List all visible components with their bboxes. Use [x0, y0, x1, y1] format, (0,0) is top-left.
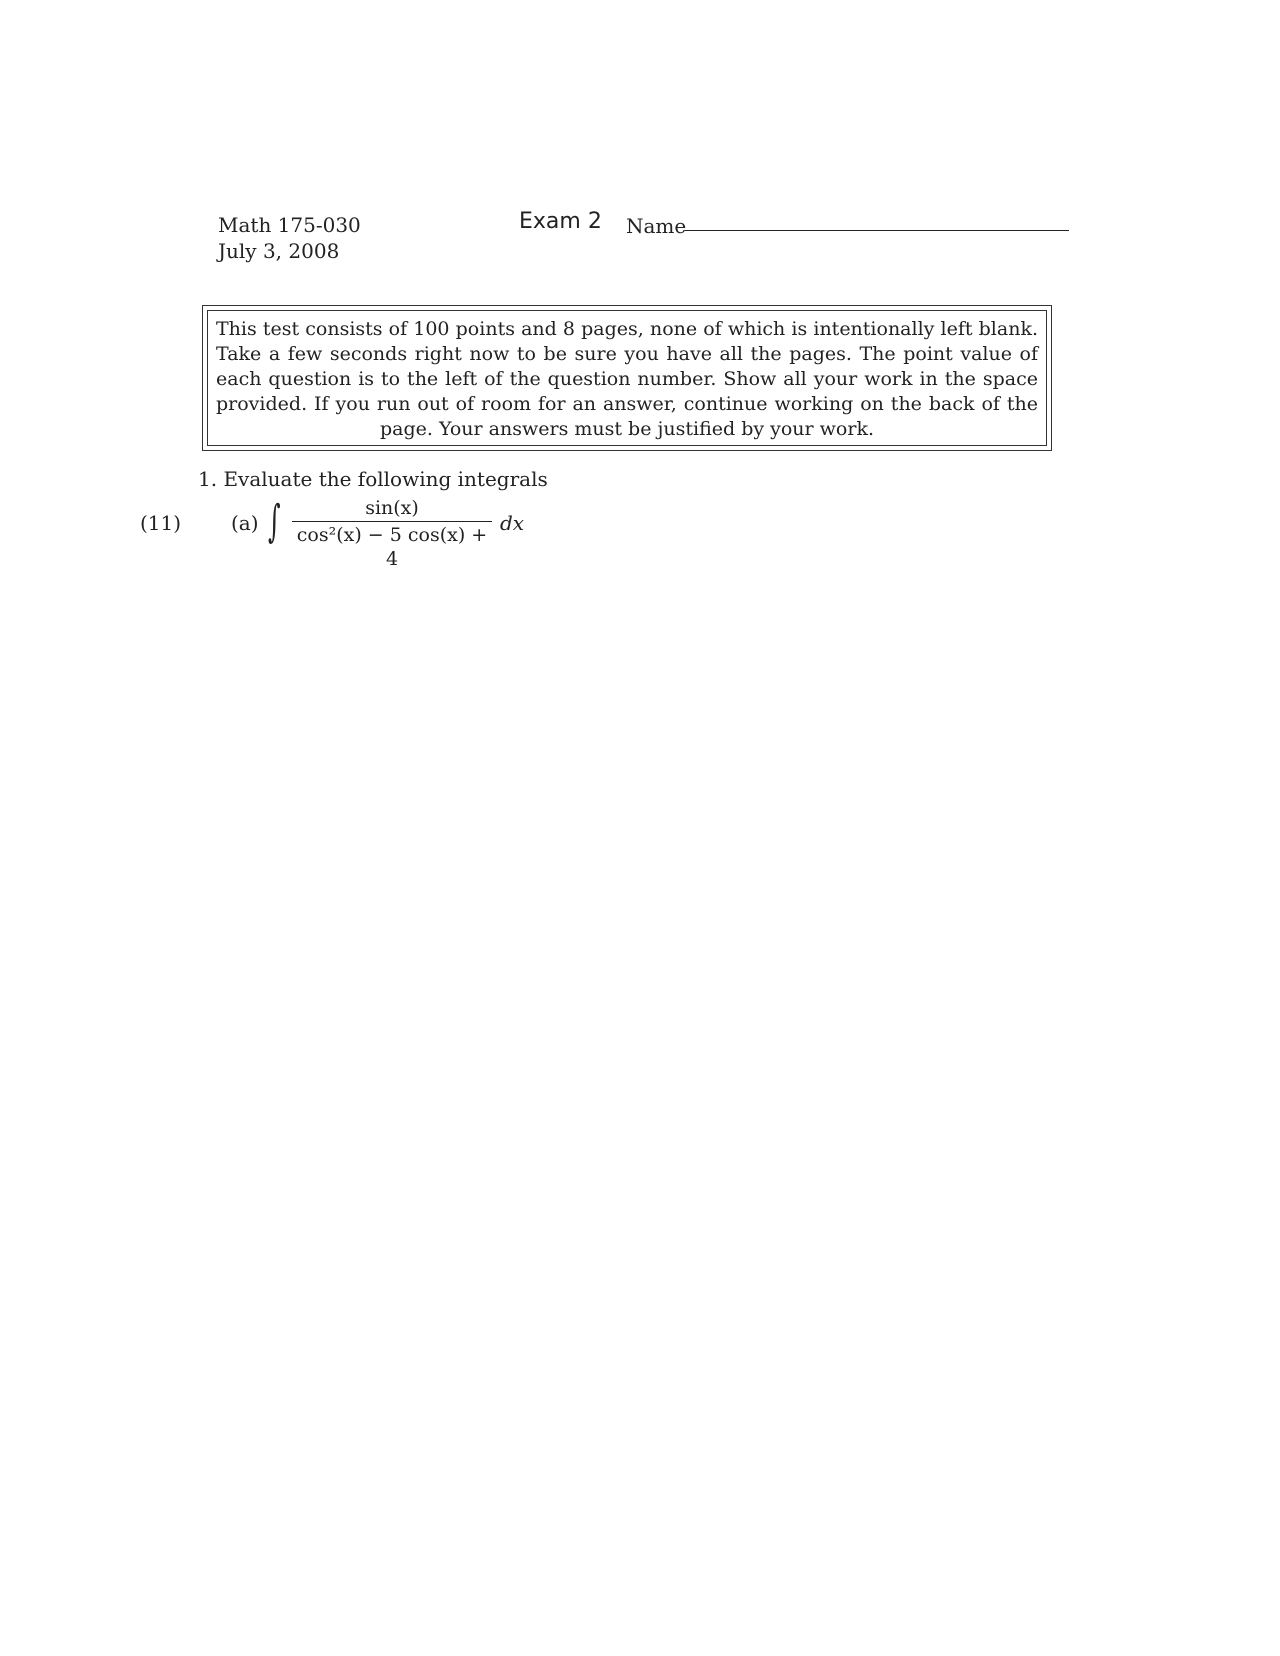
fraction-bar — [292, 521, 492, 522]
integral-sign: ∫ — [268, 496, 281, 547]
instructions-text: This test consists of 100 points and 8 pages, none of which is intentionally left blank. Take a few seconds right now to be sure you have all the pages. The point value of each question is to the left of the question number. Show all your work in the space provided. If you run out of room for an answer, continue working on the back of the page. Your answers must be justified by your work. — [207, 310, 1047, 446]
exam-date: July 3, 2008 — [218, 239, 340, 263]
course-code: Math 175-030 — [218, 213, 361, 237]
integral-differential: dx — [500, 511, 525, 535]
question-1a-label: (a) — [231, 511, 259, 535]
name-label: Name — [626, 214, 687, 238]
instructions-box — [202, 305, 1052, 451]
integrand-fraction — [292, 496, 492, 571]
course-info — [218, 212, 361, 264]
integrand-denominator: cos²(x) − 5 cos(x) + 4 — [296, 524, 488, 570]
question-1-prompt: 1. Evaluate the following integrals — [198, 467, 548, 491]
exam-title: Exam 2 — [519, 209, 602, 234]
name-blank-line[interactable] — [685, 230, 1069, 231]
integrand-numerator: sin(x) — [365, 497, 419, 519]
question-1a-points: (11) — [140, 511, 182, 535]
